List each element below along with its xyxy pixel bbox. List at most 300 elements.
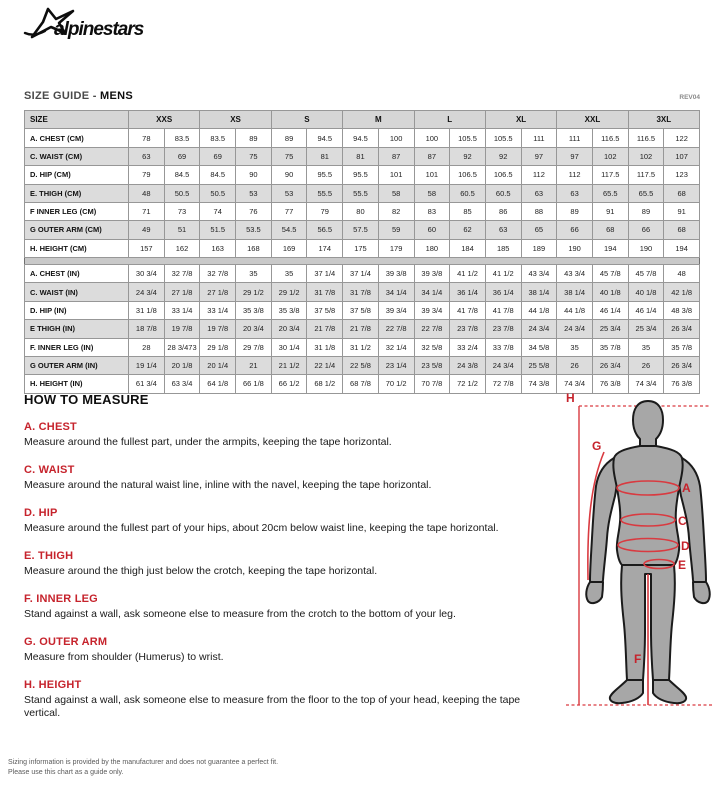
value-cell: 64 1/8 — [200, 375, 236, 393]
value-cell: 57.5 — [343, 221, 379, 239]
value-cell: 53.5 — [236, 221, 272, 239]
value-cell: 66 1/2 — [271, 375, 307, 393]
value-cell: 25 3/4 — [592, 320, 628, 338]
measure-text: Measure around the fullest part, under the armpits, keeping the tape horizontal. — [24, 436, 392, 448]
value-cell: 63 — [521, 184, 557, 202]
measure-item-outer-arm — [24, 636, 556, 664]
value-cell: 175 — [343, 239, 379, 257]
row-label: D. HIP (IN) — [25, 301, 129, 319]
value-cell: 75 — [271, 147, 307, 165]
label-c: C — [678, 514, 687, 528]
value-cell: 86 — [485, 202, 521, 220]
value-cell: 92 — [450, 147, 486, 165]
row-label: A. CHEST (IN) — [25, 265, 129, 283]
table-row — [25, 356, 700, 374]
value-cell: 31 7/8 — [307, 283, 343, 301]
table-row — [25, 184, 700, 202]
table-header-row — [25, 111, 700, 129]
value-cell: 100 — [414, 129, 450, 147]
value-cell: 105.5 — [485, 129, 521, 147]
value-cell: 22 5/8 — [343, 356, 379, 374]
page-title-gender: MENS — [100, 90, 134, 102]
value-cell: 21 1/2 — [271, 356, 307, 374]
value-cell: 68 — [664, 184, 700, 202]
value-cell: 50.5 — [164, 184, 200, 202]
value-cell: 95.5 — [307, 166, 343, 184]
value-cell: 33 2/4 — [450, 338, 486, 356]
value-cell: 27 1/8 — [164, 283, 200, 301]
how-to-measure-section — [24, 392, 556, 735]
value-cell: 37 5/8 — [307, 301, 343, 319]
table-row — [25, 239, 700, 257]
value-cell: 37 1/4 — [343, 265, 379, 283]
measure-text: Measure around the fullest part of your hips, about 20cm below waist line, keeping the tape horizontal. — [24, 522, 499, 534]
size-column-header: XS — [200, 111, 271, 129]
value-cell: 70 1/2 — [378, 375, 414, 393]
value-cell: 61 3/4 — [129, 375, 165, 393]
size-column-header: S — [271, 111, 342, 129]
value-cell: 91 — [592, 202, 628, 220]
title-bar — [24, 90, 700, 102]
value-cell: 55.5 — [343, 184, 379, 202]
value-cell: 111 — [521, 129, 557, 147]
value-cell: 92 — [485, 147, 521, 165]
value-cell: 78 — [129, 129, 165, 147]
value-cell: 66 — [628, 221, 664, 239]
label-e: E — [678, 558, 687, 572]
alpinestars-star-icon — [20, 6, 170, 46]
value-cell: 22 7/8 — [414, 320, 450, 338]
value-cell: 29 7/8 — [236, 338, 272, 356]
value-cell: 22 1/4 — [307, 356, 343, 374]
value-cell: 189 — [521, 239, 557, 257]
value-cell: 51 — [164, 221, 200, 239]
value-cell: 44 1/8 — [521, 301, 557, 319]
value-cell: 60.5 — [450, 184, 486, 202]
value-cell: 31 1/8 — [129, 301, 165, 319]
value-cell: 89 — [628, 202, 664, 220]
value-cell: 65.5 — [592, 184, 628, 202]
value-cell: 39 3/4 — [414, 301, 450, 319]
value-cell: 87 — [378, 147, 414, 165]
value-cell: 40 1/8 — [592, 283, 628, 301]
table-row — [25, 265, 700, 283]
label-h: H — [566, 391, 575, 405]
measure-text: Stand against a wall, ask someone else to measure from the crotch to the bottom of your leg. — [24, 608, 456, 620]
value-cell: 33 1/4 — [200, 301, 236, 319]
value-cell: 84.5 — [200, 166, 236, 184]
value-cell: 90 — [236, 166, 272, 184]
value-cell: 74 3/4 — [628, 375, 664, 393]
measure-heading: D. HIP — [24, 507, 58, 519]
value-cell: 101 — [414, 166, 450, 184]
value-cell: 70 7/8 — [414, 375, 450, 393]
value-cell: 117.5 — [628, 166, 664, 184]
value-cell: 74 — [200, 202, 236, 220]
value-cell: 32 7/8 — [164, 265, 200, 283]
value-cell: 79 — [129, 166, 165, 184]
value-cell: 21 7/8 — [343, 320, 379, 338]
measurement-figure — [558, 388, 716, 717]
value-cell: 112 — [521, 166, 557, 184]
value-cell: 26 3/4 — [664, 356, 700, 374]
value-cell: 48 — [664, 265, 700, 283]
value-cell: 28 — [129, 338, 165, 356]
table-row — [25, 166, 700, 184]
value-cell: 20 1/8 — [164, 356, 200, 374]
measure-item-chest — [24, 421, 556, 449]
value-cell: 123 — [664, 166, 700, 184]
section-divider — [25, 258, 700, 265]
label-g: G — [592, 439, 602, 453]
measure-text: Measure around the natural waist line, inline with the navel, keeping the tape horizontal. — [24, 479, 432, 491]
value-cell: 23 5/8 — [414, 356, 450, 374]
value-cell: 43 3/4 — [521, 265, 557, 283]
value-cell: 36 1/4 — [450, 283, 486, 301]
page-title-prefix: SIZE GUIDE - — [24, 90, 101, 102]
value-cell: 94.5 — [307, 129, 343, 147]
value-cell: 26 — [628, 356, 664, 374]
value-cell: 50.5 — [200, 184, 236, 202]
value-cell: 23 7/8 — [485, 320, 521, 338]
value-cell: 76 3/8 — [664, 375, 700, 393]
value-cell: 105.5 — [450, 129, 486, 147]
value-cell: 26 3/4 — [664, 320, 700, 338]
value-cell: 58 — [378, 184, 414, 202]
body-diagram-icon — [558, 388, 716, 712]
value-cell: 29 1/2 — [236, 283, 272, 301]
value-cell: 106.5 — [485, 166, 521, 184]
value-cell: 63 — [485, 221, 521, 239]
row-label: E THIGH (IN) — [25, 320, 129, 338]
value-cell: 20 1/4 — [200, 356, 236, 374]
value-cell: 63 — [557, 184, 593, 202]
value-cell: 68 1/2 — [307, 375, 343, 393]
value-cell: 72 1/2 — [450, 375, 486, 393]
value-cell: 68 7/8 — [343, 375, 379, 393]
value-cell: 20 3/4 — [236, 320, 272, 338]
value-cell: 76 3/8 — [592, 375, 628, 393]
value-cell: 60.5 — [485, 184, 521, 202]
value-cell: 19 1/4 — [129, 356, 165, 374]
value-cell: 174 — [307, 239, 343, 257]
disclaimer-line-2: Please use this chart as a guide only. — [8, 768, 124, 776]
value-cell: 56.5 — [307, 221, 343, 239]
table-row — [25, 147, 700, 165]
value-cell: 72 7/8 — [485, 375, 521, 393]
value-cell: 102 — [628, 147, 664, 165]
value-cell: 36 1/4 — [485, 283, 521, 301]
value-cell: 25 5/8 — [521, 356, 557, 374]
value-cell: 89 — [271, 129, 307, 147]
value-cell: 32 7/8 — [200, 265, 236, 283]
disclaimer-line-1: Sizing information is provided by the manufacturer and does not guarantee a perfect fit. — [8, 759, 279, 766]
value-cell: 111 — [557, 129, 593, 147]
value-cell: 32 5/8 — [414, 338, 450, 356]
measure-item-inner-leg — [24, 593, 556, 621]
value-cell: 65 — [521, 221, 557, 239]
row-label: F. INNER LEG (IN) — [25, 338, 129, 356]
how-to-measure-title: HOW TO MEASURE — [24, 392, 149, 407]
value-cell: 102 — [592, 147, 628, 165]
value-cell: 34 5/8 — [521, 338, 557, 356]
value-cell: 46 1/4 — [628, 301, 664, 319]
value-cell: 25 3/4 — [628, 320, 664, 338]
measure-heading: E. THIGH — [24, 550, 74, 562]
value-cell: 53 — [236, 184, 272, 202]
value-cell: 35 3/8 — [271, 301, 307, 319]
value-cell: 32 1/4 — [378, 338, 414, 356]
value-cell: 162 — [164, 239, 200, 257]
value-cell: 24 3/4 — [485, 356, 521, 374]
value-cell: 33 7/8 — [485, 338, 521, 356]
alpinestars-logo — [20, 6, 170, 51]
value-cell: 80 — [343, 202, 379, 220]
value-cell: 29 1/2 — [271, 283, 307, 301]
row-label: D. HIP (CM) — [25, 166, 129, 184]
value-cell: 60 — [414, 221, 450, 239]
label-f: F — [634, 652, 642, 666]
value-cell: 40 1/8 — [628, 283, 664, 301]
label-a: A — [682, 481, 691, 495]
value-cell: 76 — [236, 202, 272, 220]
value-cell: 112 — [557, 166, 593, 184]
value-cell: 73 — [164, 202, 200, 220]
value-cell: 74 3/8 — [521, 375, 557, 393]
value-cell: 34 1/4 — [378, 283, 414, 301]
brand-wordmark: alpinestars — [54, 19, 144, 40]
value-cell: 68 — [664, 221, 700, 239]
value-cell: 83.5 — [200, 129, 236, 147]
value-cell: 46 1/4 — [592, 301, 628, 319]
value-cell: 41 1/2 — [485, 265, 521, 283]
measure-text: Stand against a wall, ask someone else to measure from the floor to the top of your head, keeping the tape vertical. — [24, 694, 521, 719]
value-cell: 48 — [129, 184, 165, 202]
value-cell: 26 3/4 — [592, 356, 628, 374]
value-cell: 59 — [378, 221, 414, 239]
value-cell: 35 7/8 — [664, 338, 700, 356]
value-cell: 87 — [414, 147, 450, 165]
size-column-header: XL — [485, 111, 556, 129]
measure-heading: G. OUTER ARM — [24, 636, 108, 648]
measure-text: Measure from shoulder (Humerus) to wrist. — [24, 651, 224, 663]
value-cell: 24 3/8 — [450, 356, 486, 374]
value-cell: 190 — [628, 239, 664, 257]
measure-heading: F. INNER LEG — [24, 593, 98, 605]
row-label: C. WAIST (CM) — [25, 147, 129, 165]
value-cell: 66 1/8 — [236, 375, 272, 393]
value-cell: 69 — [200, 147, 236, 165]
value-cell: 68 — [592, 221, 628, 239]
table-row — [25, 202, 700, 220]
value-cell: 53 — [271, 184, 307, 202]
value-cell: 35 — [236, 265, 272, 283]
value-cell: 35 — [271, 265, 307, 283]
value-cell: 106.5 — [450, 166, 486, 184]
table-row — [25, 338, 700, 356]
value-cell: 41 7/8 — [450, 301, 486, 319]
value-cell: 65.5 — [628, 184, 664, 202]
value-cell: 66 — [557, 221, 593, 239]
value-cell: 19 7/8 — [164, 320, 200, 338]
row-label: C. WAIST (IN) — [25, 283, 129, 301]
value-cell: 51.5 — [200, 221, 236, 239]
value-cell: 55.5 — [307, 184, 343, 202]
value-cell: 37 5/8 — [343, 301, 379, 319]
value-cell: 24 3/4 — [557, 320, 593, 338]
value-cell: 49 — [129, 221, 165, 239]
value-cell: 41 1/2 — [450, 265, 486, 283]
value-cell: 97 — [557, 147, 593, 165]
value-cell: 194 — [664, 239, 700, 257]
value-cell: 58 — [414, 184, 450, 202]
value-cell: 21 7/8 — [307, 320, 343, 338]
value-cell: 28 3/473 — [164, 338, 200, 356]
value-cell: 18 7/8 — [129, 320, 165, 338]
value-cell: 54.5 — [271, 221, 307, 239]
size-table — [24, 110, 700, 394]
table-row — [25, 320, 700, 338]
value-cell: 163 — [200, 239, 236, 257]
value-cell: 39 3/4 — [378, 301, 414, 319]
value-cell: 179 — [378, 239, 414, 257]
value-cell: 168 — [236, 239, 272, 257]
value-cell: 23 1/4 — [378, 356, 414, 374]
value-cell: 116.5 — [592, 129, 628, 147]
table-row — [25, 221, 700, 239]
size-column-header: 3XL — [628, 111, 699, 129]
value-cell: 48 3/8 — [664, 301, 700, 319]
row-label: G OUTER ARM (CM) — [25, 221, 129, 239]
value-cell: 19 7/8 — [200, 320, 236, 338]
value-cell: 31 1/8 — [307, 338, 343, 356]
value-cell: 42 1/8 — [664, 283, 700, 301]
value-cell: 89 — [557, 202, 593, 220]
label-d: D — [681, 539, 690, 553]
row-label: E. THIGH (CM) — [25, 184, 129, 202]
value-cell: 107 — [664, 147, 700, 165]
measure-item-height — [24, 679, 556, 720]
disclaimer — [8, 758, 712, 777]
value-cell: 88 — [521, 202, 557, 220]
value-cell: 116.5 — [628, 129, 664, 147]
value-cell: 82 — [378, 202, 414, 220]
size-column-header: XXL — [557, 111, 628, 129]
size-column-header: M — [343, 111, 414, 129]
value-cell: 117.5 — [592, 166, 628, 184]
value-cell: 79 — [307, 202, 343, 220]
value-cell: 90 — [271, 166, 307, 184]
value-cell: 35 — [557, 338, 593, 356]
value-cell: 97 — [521, 147, 557, 165]
value-cell: 95.5 — [343, 166, 379, 184]
value-cell: 77 — [271, 202, 307, 220]
value-cell: 94.5 — [343, 129, 379, 147]
measure-item-hip — [24, 507, 556, 535]
value-cell: 100 — [378, 129, 414, 147]
value-cell: 35 — [628, 338, 664, 356]
measure-text: Measure around the thigh just below the crotch, keeping the tape horizontal. — [24, 565, 378, 577]
value-cell: 35 3/8 — [236, 301, 272, 319]
value-cell: 24 3/4 — [129, 283, 165, 301]
value-cell: 45 7/8 — [592, 265, 628, 283]
value-cell: 39 3/8 — [414, 265, 450, 283]
value-cell: 27 1/8 — [200, 283, 236, 301]
value-cell: 44 1/8 — [557, 301, 593, 319]
value-cell: 29 1/8 — [200, 338, 236, 356]
value-cell: 157 — [129, 239, 165, 257]
value-cell: 83.5 — [164, 129, 200, 147]
value-cell: 184 — [450, 239, 486, 257]
measure-heading: A. CHEST — [24, 421, 77, 433]
measure-item-waist — [24, 464, 556, 492]
value-cell: 43 3/4 — [557, 265, 593, 283]
measure-heading: H. HEIGHT — [24, 679, 82, 691]
value-cell: 38 1/4 — [557, 283, 593, 301]
value-cell: 89 — [236, 129, 272, 147]
value-cell: 21 — [236, 356, 272, 374]
value-cell: 185 — [485, 239, 521, 257]
value-cell: 74 3/4 — [557, 375, 593, 393]
value-cell: 39 3/8 — [378, 265, 414, 283]
value-cell: 20 3/4 — [271, 320, 307, 338]
value-cell: 31 1/2 — [343, 338, 379, 356]
value-cell: 35 7/8 — [592, 338, 628, 356]
value-cell: 24 3/4 — [521, 320, 557, 338]
value-cell: 34 1/4 — [414, 283, 450, 301]
page-title — [24, 90, 133, 102]
value-cell: 22 7/8 — [378, 320, 414, 338]
value-cell: 63 — [129, 147, 165, 165]
value-cell: 45 7/8 — [628, 265, 664, 283]
value-cell: 63 3/4 — [164, 375, 200, 393]
table-row — [25, 129, 700, 147]
table-row — [25, 301, 700, 319]
value-cell: 101 — [378, 166, 414, 184]
value-cell: 30 3/4 — [129, 265, 165, 283]
value-cell: 33 1/4 — [164, 301, 200, 319]
value-cell: 75 — [236, 147, 272, 165]
revision-label: REV04 — [679, 94, 700, 101]
size-column-header: XXS — [129, 111, 200, 129]
value-cell: 38 1/4 — [521, 283, 557, 301]
row-label: H. HEIGHT (CM) — [25, 239, 129, 257]
value-cell: 190 — [557, 239, 593, 257]
size-column-header: L — [414, 111, 485, 129]
value-cell: 85 — [450, 202, 486, 220]
value-cell: 30 1/4 — [271, 338, 307, 356]
row-label: H. HEIGHT (IN) — [25, 375, 129, 393]
table-row — [25, 283, 700, 301]
value-cell: 62 — [450, 221, 486, 239]
row-label: G OUTER ARM (IN) — [25, 356, 129, 374]
value-cell: 122 — [664, 129, 700, 147]
value-cell: 84.5 — [164, 166, 200, 184]
value-cell: 23 7/8 — [450, 320, 486, 338]
value-cell: 69 — [164, 147, 200, 165]
value-cell: 83 — [414, 202, 450, 220]
row-label: A. CHEST (CM) — [25, 129, 129, 147]
measure-item-thigh — [24, 550, 556, 578]
value-cell: 26 — [557, 356, 593, 374]
value-cell: 180 — [414, 239, 450, 257]
row-label: F INNER LEG (CM) — [25, 202, 129, 220]
value-cell: 81 — [307, 147, 343, 165]
value-cell: 194 — [592, 239, 628, 257]
value-cell: 37 1/4 — [307, 265, 343, 283]
value-cell: 91 — [664, 202, 700, 220]
value-cell: 71 — [129, 202, 165, 220]
